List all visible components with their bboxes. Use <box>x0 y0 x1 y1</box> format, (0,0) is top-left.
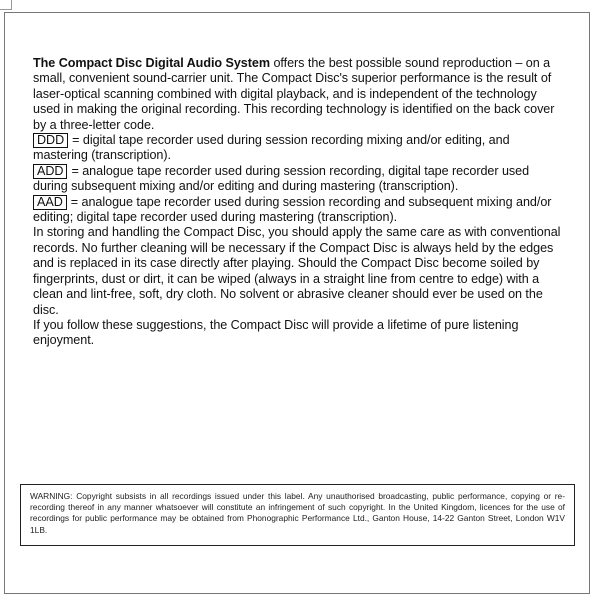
code-row-add <box>33 164 563 195</box>
copyright-warning-text: WARNING: Copyright subsists in all recordings issued under this label. Any unauthorised broadcasting, public performance, copying or re-recording thereof in any manner whatsoever will constitute an infringement of such copyright. In the United Kingdom, licences for the use of recordings for public performance may be obtained from Phonographic Performance Ltd., Ganton House, 14-22 Ganton Street, London W1V 1LB. <box>30 491 565 535</box>
code-box: DDD <box>33 133 68 148</box>
code-description: = digital tape recorder used during session recording mixing and/or editing, and mastering (transcription). <box>33 133 510 163</box>
code-description: = analogue tape recorder used during session recording, digital tape recorder used during subsequent mixing and/or editing and during mastering (transcription). <box>33 163 530 194</box>
corner-mark <box>0 0 12 10</box>
code-box: ADD <box>33 164 67 179</box>
body-text <box>33 56 563 349</box>
code-row-aad <box>33 195 563 226</box>
code-description: = analogue tape recorder used during session recording and subsequent mixing and/or editing; digital tape recorder used during mastering (transcription). <box>33 194 552 225</box>
closing-paragraph: If you follow these suggestions, the Compact Disc will provide a lifetime of pure listening enjoyment. <box>33 317 519 348</box>
intro-text: offers the best possible sound reproduction – on a small, convenient sound-carrier unit. The Compact Disc's superior performance is the result of laser-optical scanning combined with digital playback, and is independent of the technology used in making the original recording. This recording technology is identified on the back cover by a three-letter code. <box>33 56 555 132</box>
intro-paragraph <box>33 56 563 133</box>
intro-heading: The Compact Disc Digital Audio System <box>33 56 271 70</box>
copyright-warning-box <box>20 484 575 546</box>
code-box: AAD <box>33 195 67 210</box>
code-row-ddd <box>33 133 563 164</box>
care-paragraph: In storing and handling the Compact Disc, you should apply the same care as with conventional records. No further cleaning will be necessary if the Compact Disc is always held by the edges and is replaced in its case directly after playing. Should the Compact Disc become soiled by fingerprints, dust or dirt, it can be wiped (always in a straight line from centre to edge) with a clean and lint-free, soft, dry cloth. No solvent or abrasive cleaner should ever be used on the disc. <box>33 225 561 317</box>
